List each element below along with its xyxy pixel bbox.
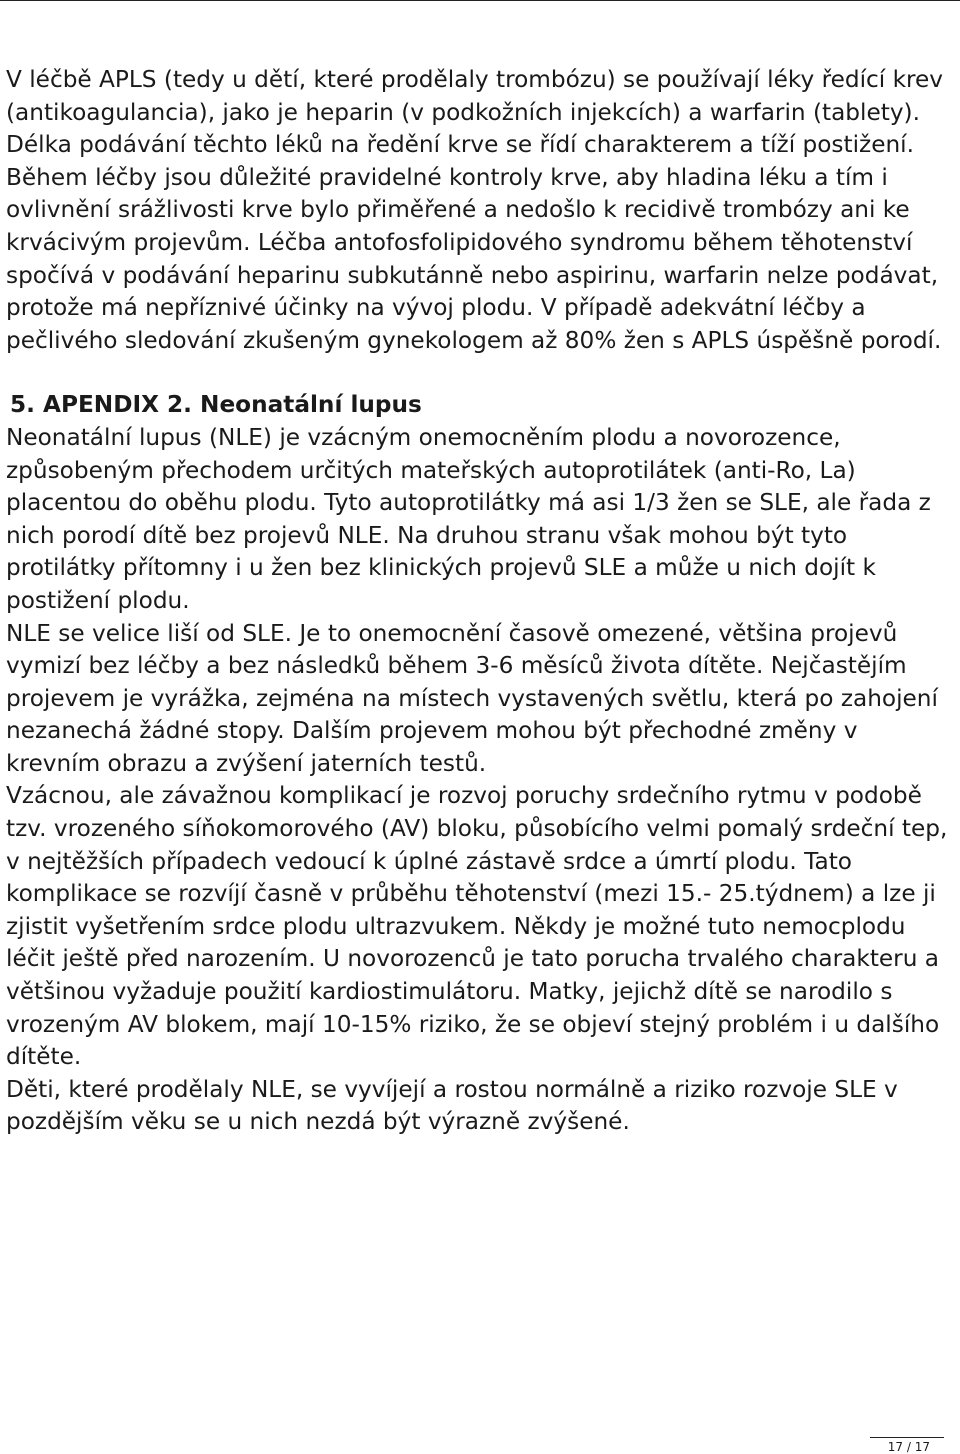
paragraph-av-block: Vzácnou, ale závažnou komplikací je rozvoj poruchy srdečního rytmu v podobě tzv. vrozeného síňokomorového (AV) bloku, působícího velmi pomalý srdeční tep, v nejtěžších případech vedoucí k úplné zástavě srdce a úmrtí plodu. Tato komplikace se rozvíjí časně v průběhu těhotenství (mezi 15.- 25.týdnem) a lze ji zjistit vyšetřením srdce plodu ultrazvukem. Někdy je možné tuto nemocplodu léčit ještě před narozením. U novorozenců je tato porucha trvalého charakteru a většinou vyžaduje použití kardiostimulátoru. Matky, jejichž dítě se narodilo s vrozeným AV blokem, mají 10-15% riziko, že se objeví stejný problém i u dalšího dítěte. xyxy=(6,782,948,1071)
page-number: 17 / 17 xyxy=(887,1440,930,1454)
section-gap xyxy=(6,357,954,389)
footer-rule xyxy=(870,1437,944,1438)
document-body xyxy=(6,64,954,1139)
paragraph-nle-symptoms: NLE se velice liší od SLE. Je to onemocnění časově omezené, většina projevů vymizí bez léčby a bez následků během 3-6 měsíců života dítěte. Nejčastějím projevem je vyrážka, zejména na místech vystavených světlu, která po zahojení nezanechá žádné stopy. Dalším projevem mohou být přechodné změny v krevním obrazu a zvýšení jaterních testů. xyxy=(6,619,938,777)
paragraph-nle-definition: Neonatální lupus (NLE) je vzácným onemocněním plodu a novorozence, způsobeným přechodem určitých mateřských autoprotilátek (anti-Ro, La) placentou do oběhu plodu. Tyto autoprotilátky má asi 1/3 žen se SLE, ale řada z nich porodí dítě bez projevů NLE. Na druhou stranu však mohou být tyto protilátky přítomny i u žen bez klinických projevů SLE a může u nich dojít k postižení plodu. xyxy=(6,423,931,614)
paragraph-prognosis: Děti, které prodělaly NLE, se vyvíjejí a rostou normálně a riziko rozvoje SLE v pozdějším věku se u nich nezdá být výrazně zvýšené. xyxy=(6,1075,898,1136)
page-top-rule xyxy=(0,0,960,1)
intro-paragraph: V léčbě APLS (tedy u dětí, které prodělaly trombózu) se používají léky ředící krev (antikoagulancia), jako je heparin (v podkožních injekcích) a warfarin (tablety). Délka podávání těchto léků na ředění krve se řídí charakterem a tíží postižení. Během léčby jsou důležité pravidelné kontroly krve, aby hladina léku a tím i ovlivnění srážlivosti krve bylo přiměřené a nedošlo k recidivě trombózy ani ke krvácivým projevům. Léčba antofosfolipidového syndromu během těhotenství spočívá v podávání heparinu subkutánně nebo aspirinu, warfarin nelze podávat, protože má nepříznivé účinky na vývoj plodu. V případě adekvátní léčby a pečlivého sledování zkušeným gynekologem až 80% žen s APLS úspěšně porodí. xyxy=(6,66,944,354)
section-heading: 5. APENDIX 2. Neonatální lupus xyxy=(10,391,422,419)
